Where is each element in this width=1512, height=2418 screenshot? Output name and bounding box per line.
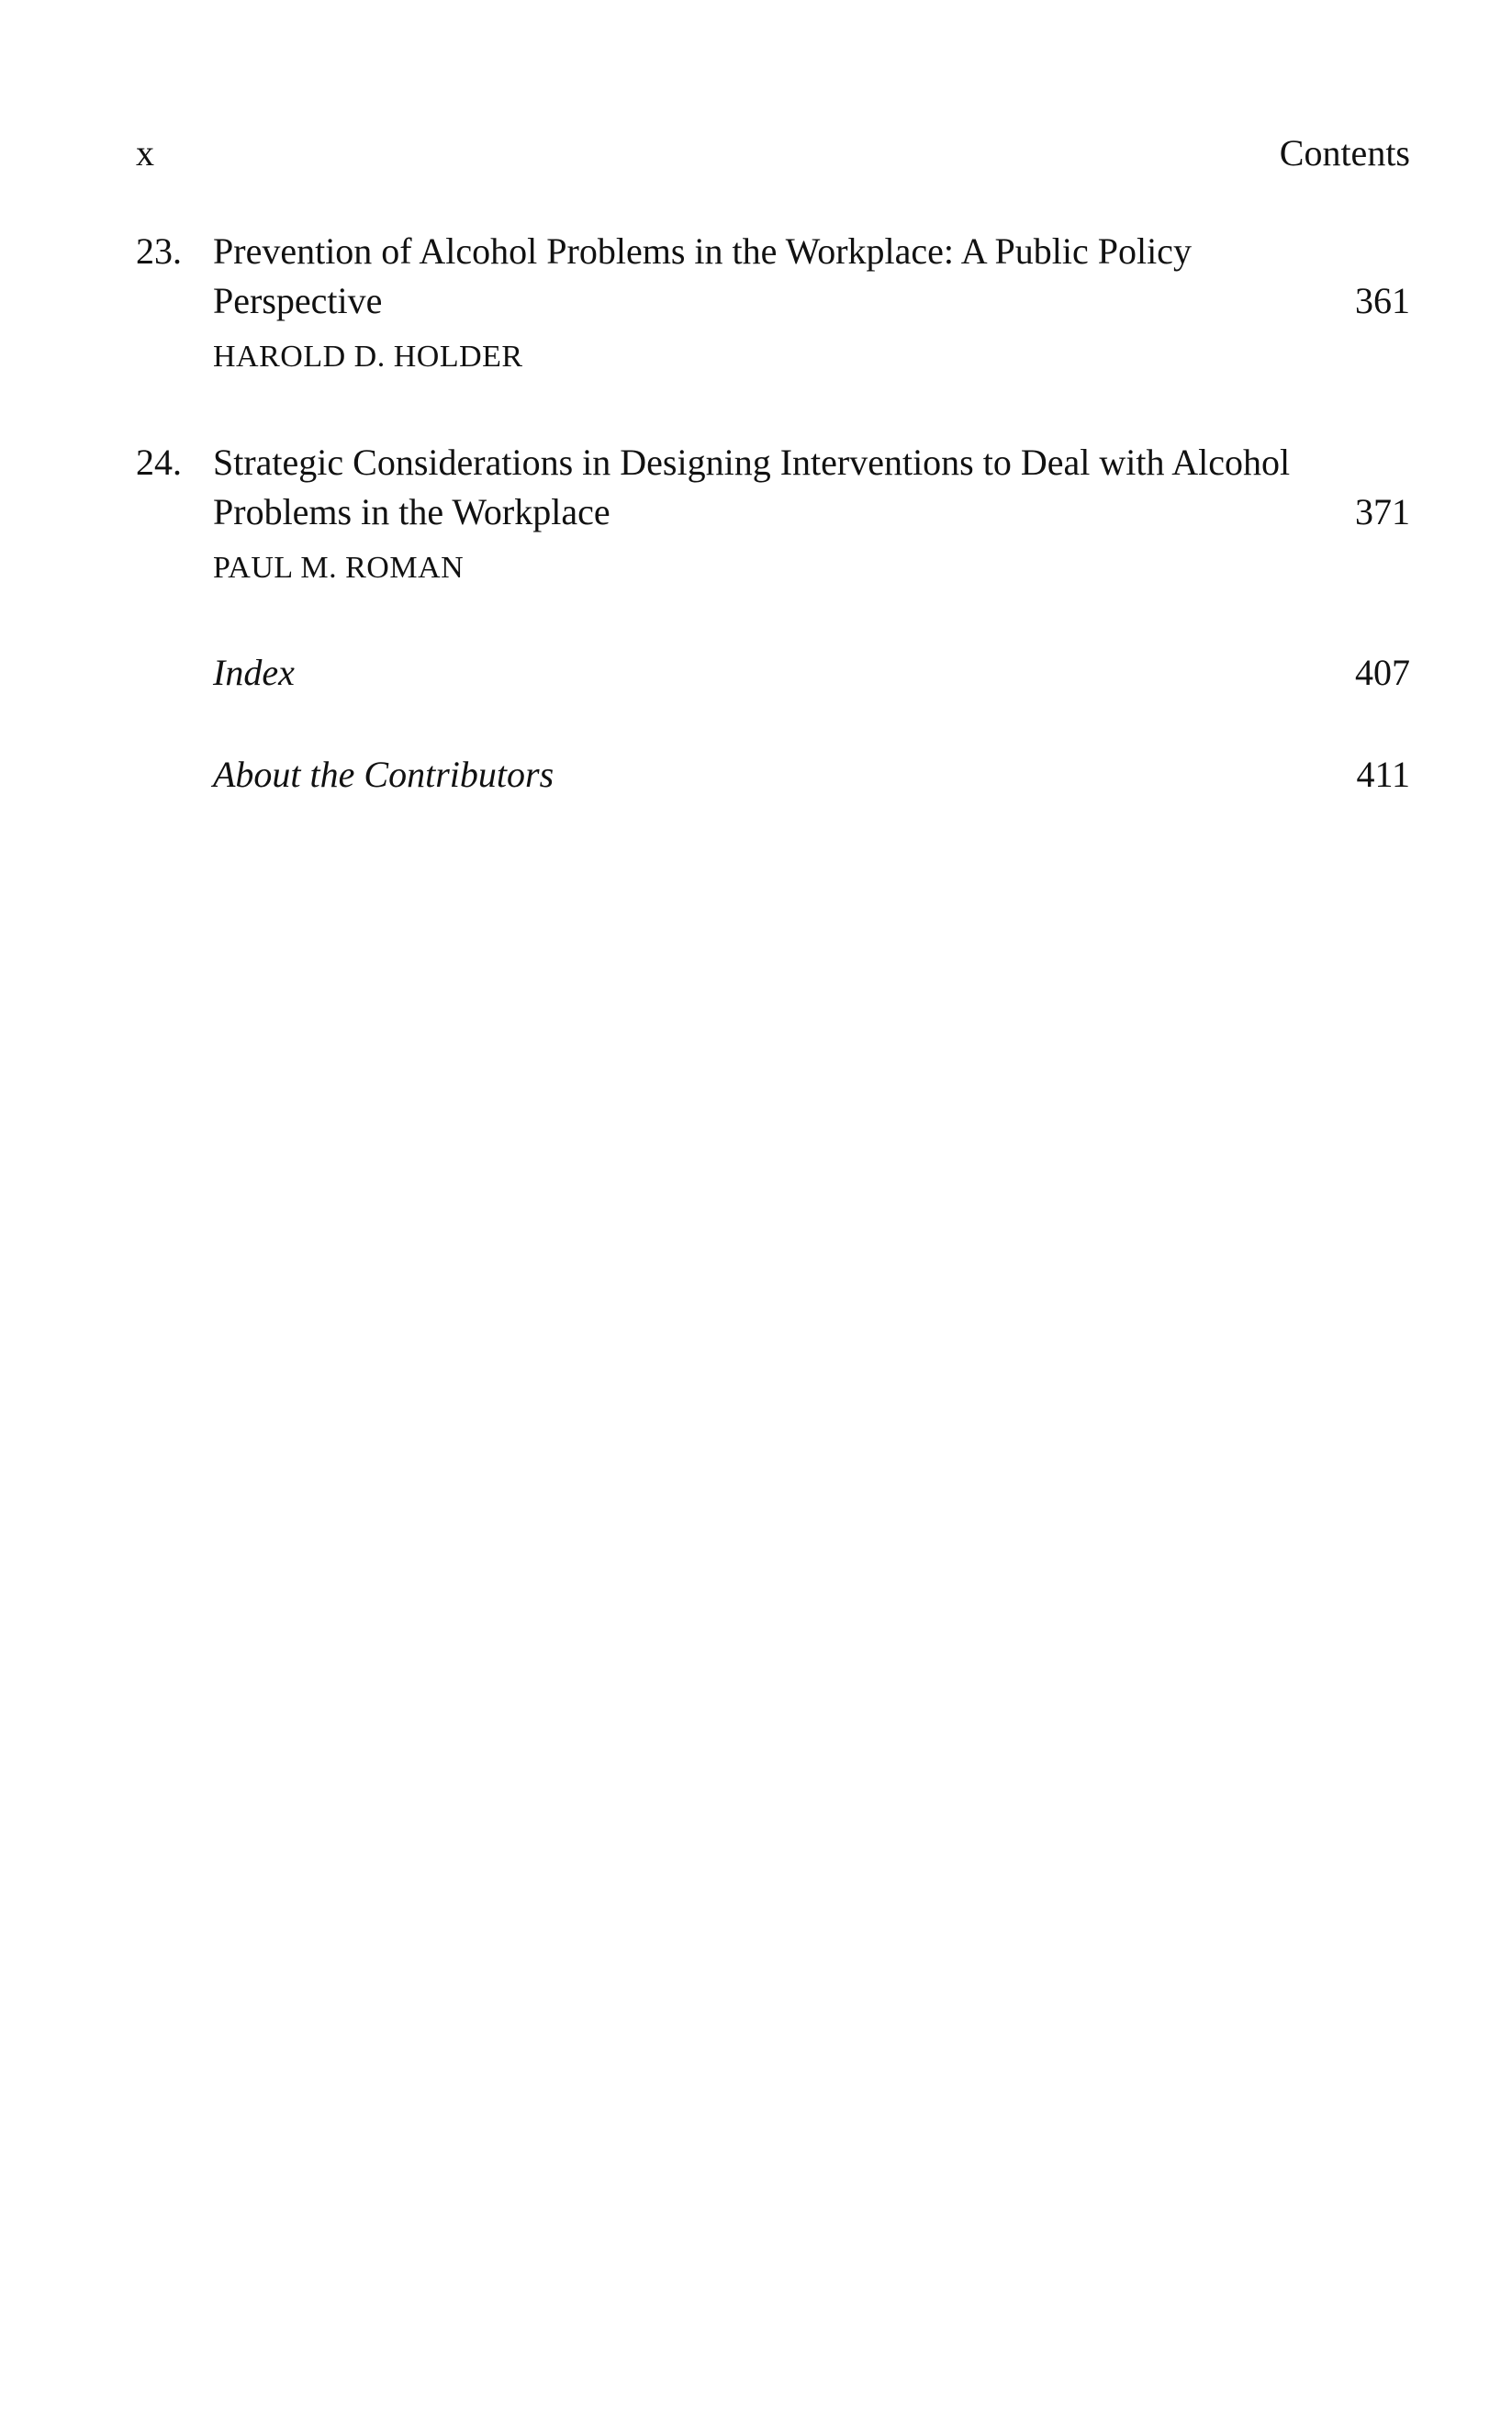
section-title: About the Contributors [213,754,554,795]
toc-entry-about-contributors [136,750,1410,800]
running-head [136,130,1410,176]
chapter-number: 24. [136,442,182,483]
toc-entry-24 [136,438,1410,594]
page-number: 411 [1356,754,1410,795]
chapter-author: PAUL M. ROMAN [213,551,465,585]
page-number: 371 [1355,491,1410,532]
chapter-number: 23. [136,230,182,272]
chapter-title: Prevention of Alcohol Problems in the Workplace: A Public Policy Perspective [213,230,1192,321]
toc-entry-23 [136,227,1410,383]
running-head-title: Contents [1279,132,1410,174]
toc-entry-index [136,648,1410,698]
page-number: 407 [1355,652,1410,693]
chapter-title: Strategic Considerations in Designing Interventions to Deal with Alcohol Problems in the Workplace [213,442,1291,532]
section-title: Index [213,652,295,693]
page-number: 361 [1355,280,1410,321]
chapter-author: HAROLD D. HOLDER [213,340,523,374]
page-folio: x [136,132,154,174]
